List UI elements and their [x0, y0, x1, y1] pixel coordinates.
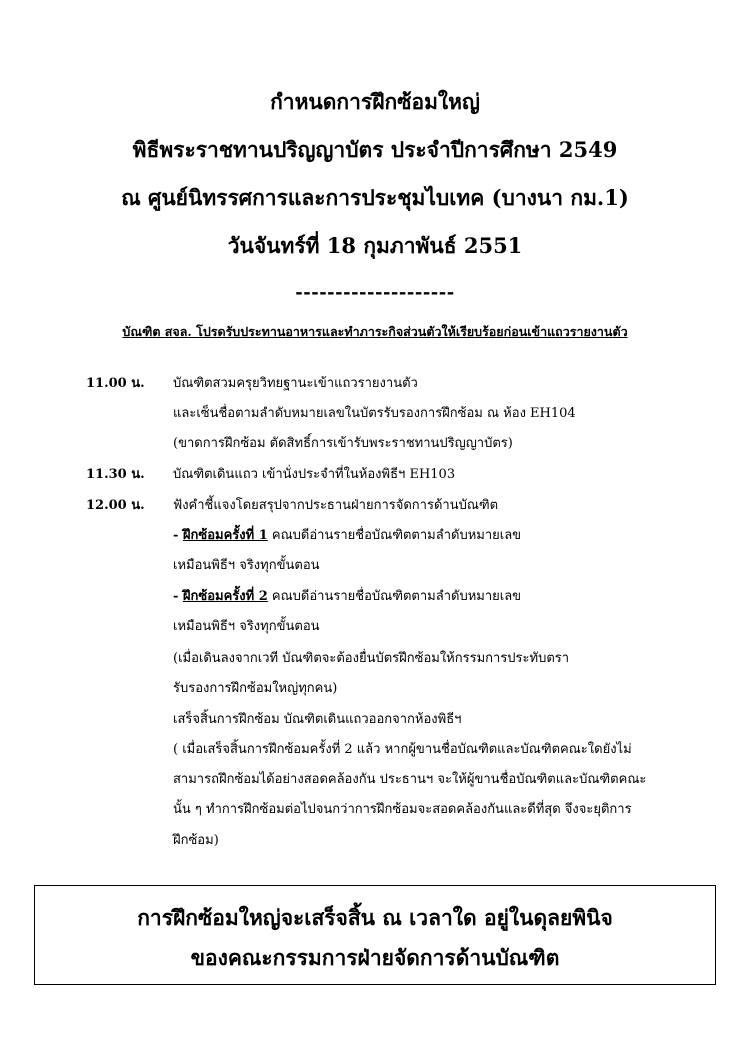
rehearsal-2-line-2: เหมือนพิธีฯ จริงทุกขั้นตอน [173, 619, 320, 634]
note-line-2: รับรองการฝึกซ้อมใหญ่ทุกคน) [173, 681, 338, 696]
time-1100: 11.00 น. [86, 376, 145, 391]
time-1200: 12.00 น. [86, 498, 145, 513]
note-line-3: เสร็จสิ้นการฝึกซ้อม บัณฑิตเดินแถวออกจากห้องพิธีฯ [173, 712, 462, 727]
conclusion-line-2: ของคณะกรรมการฝ่ายจัดการด้านบัณฑิต [190, 945, 560, 970]
title-line-4: วันจันทร์ที่ 18 กุมภาพันธ์ 2551 [227, 233, 523, 258]
title-line-3: ณ ศูนย์นิทรรศการและการประชุมไบเทค (บางนา กม.1) [121, 185, 629, 210]
time-1130: 11.30 น. [86, 467, 145, 482]
title-line-1: กำหนดการฝึกซ้อมใหญ่ [270, 89, 480, 114]
conclusion-box [34, 885, 716, 985]
rehearsal-1 [173, 524, 521, 545]
conclusion-line-1: การฝึกซ้อมใหญ่จะเสร็จสิ้น ณ เวลาใด อยู่ในดุลยพินิจ [137, 905, 613, 930]
title-line-2: พิธีพระราชทานปริญญาบัตร ประจำปีการศึกษา 2549 [132, 137, 618, 162]
rehearsal-2-text: คณบดีอ่านรายชื่อบัณฑิตตามลำดับหมายเลข [267, 589, 522, 604]
rehearsal-1-dash: - [173, 528, 183, 543]
rehearsal-1-text: คณบดีอ่านรายชื่อบัณฑิตตามลำดับหมายเลข [267, 528, 522, 543]
rehearsal-2-label: ฝึกซ้อมครั้งที่ 2 [182, 589, 268, 604]
rehearsal-1-label: ฝึกซ้อมครั้งที่ 1 [182, 528, 268, 543]
rehearsal-1-line-2: เหมือนพิธีฯ จริงทุกขั้นตอน [173, 558, 320, 573]
note-line-5: สามารถฝึกซ้อมได้อย่างสอดคล้องกัน ประธานฯ จะให้ผู้ขานชื่อบัณฑิตและบัณฑิตคณะ [173, 772, 647, 787]
note-line-1: (เมื่อเดินลงจากเวที บัณฑิตจะต้องยื่นบัตรฝึกซ้อมให้กรรมการประทับตรา [173, 651, 570, 666]
notice-text: บัณฑิต สจล. โปรดรับประทานอาหารและทำภาระกิจส่วนตัวให้เรียบร้อยก่อนเข้าแถวรายงานตัว [122, 324, 628, 339]
note-line-6: นั้น ๆ ทำการฝึกซ้อมต่อไปจนกว่าการฝึกซ้อมจะสอดคล้องกันและดีที่สุด จึงจะยุติการ [173, 802, 632, 817]
rehearsal-2 [173, 585, 521, 606]
item-1100-line-2: และเซ็นชื่อตามลำดับหมายเลขในบัตรรับรองการฝึกซ้อม ณ ห้อง EH104 [173, 406, 576, 421]
divider: -------------------- [295, 282, 455, 303]
item-1100-line-3: (ขาดการฝึกซ้อม ตัดสิทธิ์การเข้ารับพระราชทานปริญญาบัตร) [173, 436, 513, 451]
item-1200-line-1: ฟังคำชี้แจงโดยสรุปจากประธานฝ่ายการจัดการด้านบัณฑิต [173, 498, 499, 513]
note-line-7: ฝึกซ้อม) [173, 833, 219, 848]
item-1130-line-1: บัณฑิตเดินแถว เข้านั่งประจำที่ในห้องพิธีฯ EH103 [173, 467, 456, 482]
note-line-4: ( เมื่อเสร็จสิ้นการฝึกซ้อมครั้งที่ 2 แล้ว หากผู้ขานชื่อบัณฑิตและบัณฑิตคณะใดยังไม่ [173, 742, 632, 757]
rehearsal-2-dash: - [173, 589, 183, 604]
item-1100-line-1: บัณฑิตสวมครุยวิทยฐานะเข้าแถวรายงานตัว [173, 376, 418, 391]
